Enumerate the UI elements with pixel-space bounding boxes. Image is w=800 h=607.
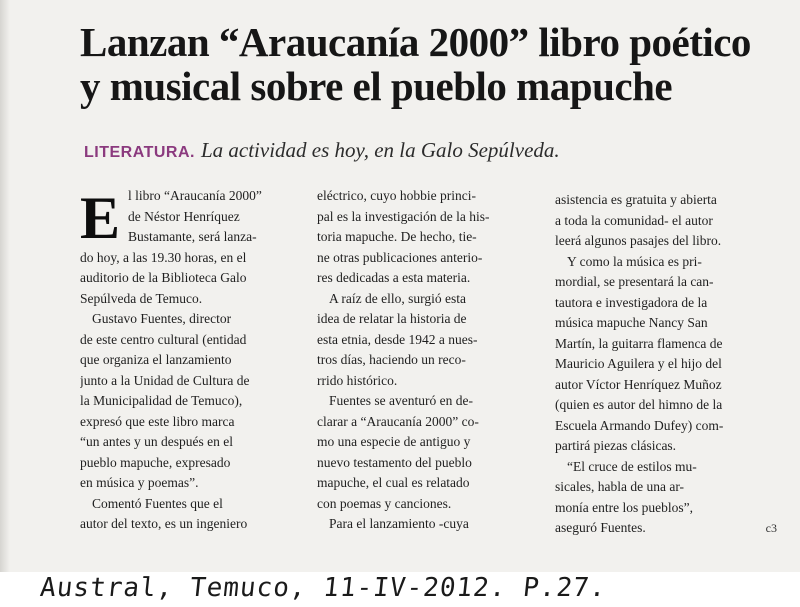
text-line: “El cruce de estilos mu- <box>567 458 697 474</box>
text-line: Mauricio Aguilera y el hijo del <box>555 356 722 371</box>
section-label: LITERATURA. <box>84 144 195 161</box>
text-line: Escuela Armando Dufey) com- <box>555 417 724 433</box>
closing-text: aseguró Fuentes. <box>555 520 646 535</box>
text-line: leerá algunos pasajes del libro. <box>555 233 722 248</box>
text-line: (quien es autor del himno de la <box>555 397 723 412</box>
headline-line-1: Lanzan “Araucanía 2000” libro poético <box>80 19 751 65</box>
text-line: clarar a “Araucanía 2000” co- <box>317 413 479 429</box>
column-1 <box>80 186 298 535</box>
text-line-final <box>555 518 777 539</box>
text-line: autor Víctor Henríquez Muñoz <box>555 376 722 392</box>
text-line: do hoy, a las 19.30 horas, en el <box>80 249 247 265</box>
text-line: Martín, la guitarra flamenca de <box>555 335 723 351</box>
text-line: rrido histórico. <box>317 372 398 388</box>
deck: La actividad es hoy, en la Galo Sepúlveda. <box>200 138 560 162</box>
text-line: l libro “Araucanía 2000” <box>128 188 262 203</box>
text-line: nuevo testamento del pueblo <box>317 454 472 470</box>
headline-line-2: y musical sobre el pueblo mapuche <box>80 63 673 109</box>
text-line: A raíz de ello, surgió esta <box>329 290 466 306</box>
text-line: Comentó Fuentes que el <box>92 495 223 511</box>
text-line: toria mapuche. De hecho, tie- <box>317 229 477 244</box>
column-3 <box>555 190 777 539</box>
text-line: que organiza el lanzamiento <box>80 352 232 367</box>
text-line: tautora e investigadora de la <box>555 294 708 310</box>
text-line: idea de relatar la historia de <box>317 311 467 326</box>
text-line: res dedicadas a esta materia. <box>317 270 471 285</box>
text-line: junto a la Unidad de Cultura de <box>80 372 250 388</box>
handwritten-source-note: Austral, Temuco, 11-IV-2012. P.27. <box>38 573 608 603</box>
text-line: Bustamante, será lanza- <box>128 229 257 244</box>
text-line: ne otras publicaciones anterio- <box>317 249 483 265</box>
text-line: de Néstor Henríquez <box>128 208 240 224</box>
text-line: Fuentes se aventuró en de- <box>329 393 473 408</box>
text-line: partirá piezas clásicas. <box>555 438 677 453</box>
text-line: Sepúlveda de Temuco. <box>80 290 203 306</box>
text-line: música mapuche Nancy San <box>555 315 708 330</box>
text-line: Gustavo Fuentes, director <box>92 311 232 326</box>
scan-edge-shadow <box>0 0 10 572</box>
text-line: pueblo mapuche, expresado <box>80 454 231 470</box>
text-line: tros días, haciendo un reco- <box>317 352 466 367</box>
end-mark: c3 <box>765 521 777 535</box>
text-line: auditorio de la Biblioteca Galo <box>80 270 247 285</box>
kicker <box>84 138 784 163</box>
text-line: monía entre los pueblos”, <box>555 499 693 515</box>
text-line: con poemas y canciones. <box>317 495 452 511</box>
text-line: a toda la comunidad- el autor <box>555 212 713 228</box>
text-line: pal es la investigación de la his- <box>317 208 490 224</box>
drop-cap: E <box>80 185 121 251</box>
text-line: Para el lanzamiento -cuya <box>329 516 469 531</box>
column-2 <box>317 186 535 535</box>
headline <box>80 20 780 108</box>
text-line: “un antes y un después en el <box>80 434 233 449</box>
text-line: de este centro cultural (entidad <box>80 331 247 347</box>
text-line: la Municipalidad de Temuco), <box>80 393 243 408</box>
text-line: expresó que este libro marca <box>80 413 235 429</box>
text-line: mo una especie de antiguo y <box>317 434 471 449</box>
text-line: asistencia es gratuita y abierta <box>555 192 717 207</box>
text-line: eléctrico, cuyo hobbie princi- <box>317 188 476 203</box>
text-line: sicales, habla de una ar- <box>555 479 685 494</box>
text-line: mapuche, el cual es relatado <box>317 475 470 490</box>
text-line: esta etnia, desde 1942 a nues- <box>317 331 478 347</box>
text-line: Y como la música es pri- <box>567 253 702 269</box>
text-line: autor del texto, es un ingeniero <box>80 516 248 531</box>
text-line: en música y poemas”. <box>80 475 199 490</box>
text-line: mordial, se presentará la can- <box>555 274 714 289</box>
